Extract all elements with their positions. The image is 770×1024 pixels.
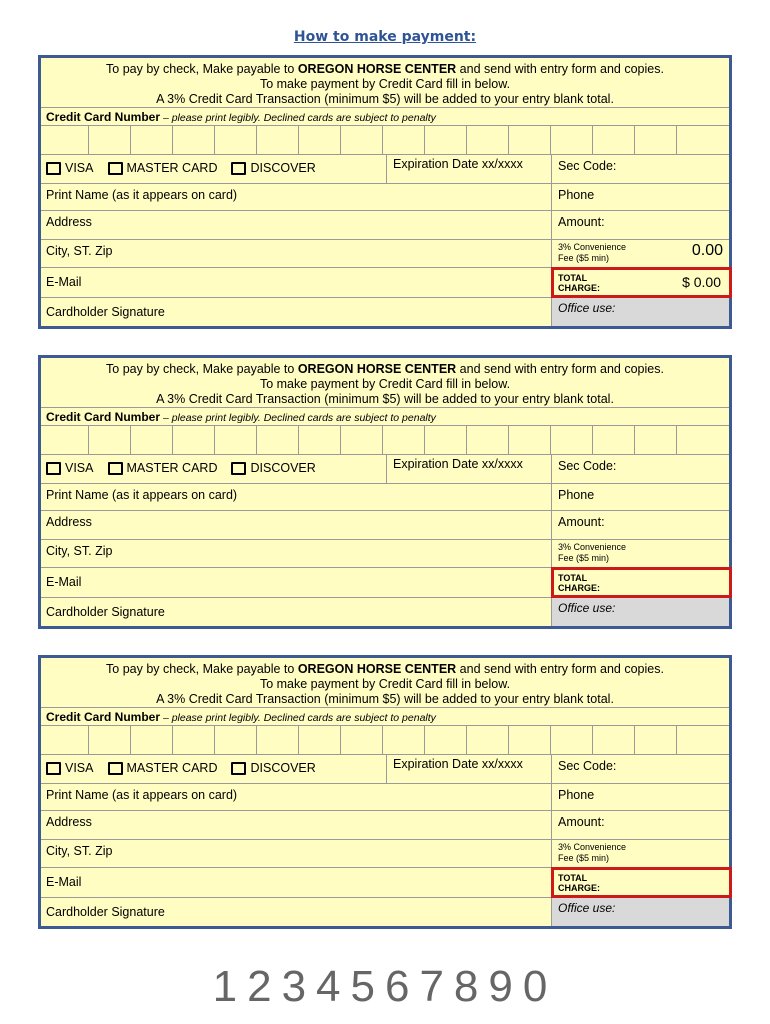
total-charge-value: $ 0.00	[682, 274, 721, 290]
convenience-fee-value: 0.00	[691, 242, 723, 259]
signature-field[interactable]: Cardholder Signature	[41, 898, 552, 926]
sec-code-field[interactable]: Sec Code:	[558, 159, 617, 173]
expiration-date-field[interactable]: Expiration Date xx/xxxx	[386, 455, 552, 483]
city-state-zip-field[interactable]: City, ST. Zip	[41, 840, 552, 867]
sec-code-field[interactable]: Sec Code:	[558, 759, 617, 773]
office-use-field: Office use:	[552, 298, 729, 326]
city-state-zip-field[interactable]: City, ST. Zip	[41, 240, 552, 267]
mastercard-checkbox[interactable]	[108, 162, 123, 175]
address-field[interactable]: Address	[41, 811, 552, 839]
payment-form-3: To pay by check, Make payable to OREGON HORSE CENTER and send with entry form and copies. To make payment by Credit Card fill in below. A 3% Credit Card Transaction (minimum $5) will be added to your entry blank total. Credit Card Number – please print legibly. Declined cards are subject to penalty VISA MASTER CARD DISCOVER Expiration Date xx/xxxx Sec Code: Print Name (as it appears on card) Phone Address Amount: City, ST. Zip 3% Convenience Fee ($5 min) E-Mail TOTAL CHARGE: Cardholder Signature Office use:	[38, 655, 732, 929]
page-title: How to make payment:	[293, 29, 477, 45]
expiration-date-field[interactable]: Expiration Date xx/xxxx	[386, 755, 552, 783]
credit-card-number-label: Credit Card Number – please print legibly. Declined cards are subject to penalty	[41, 708, 729, 726]
payment-form-1: To pay by check, Make payable to OREGON HORSE CENTER and send with entry form and copies. To make payment by Credit Card fill in below. A 3% Credit Card Transaction (minimum $5) will be added to your entry blank total. Credit Card Number – please print legibly. Declined cards are subject to penalty VISA MASTER CARD DISCOVER Expiration Date xx/xxxx Sec Code: Print Name (as it appears on card) Phone Address Amount: City, ST. Zip 3% Convenience Fee ($5 min) 0.00 E-Mail TOTAL CHARGE: $ 0.00 Cardholder Signature Office use:	[38, 55, 732, 329]
payment-form-2: To pay by check, Make payable to OREGON HORSE CENTER and send with entry form and copies. To make payment by Credit Card fill in below. A 3% Credit Card Transaction (minimum $5) will be added to your entry blank total. Credit Card Number – please print legibly. Declined cards are subject to penalty VISA MASTER CARD DISCOVER Expiration Date xx/xxxx Sec Code: Print Name (as it appears on card) Phone Address Amount: City, ST. Zip 3% Convenience Fee ($5 min) E-Mail TOTAL CHARGE: Cardholder Signature Office use:	[38, 355, 732, 629]
address-field[interactable]: Address	[41, 211, 552, 239]
print-name-field[interactable]: Print Name (as it appears on card)	[41, 784, 552, 810]
discover-checkbox[interactable]	[231, 162, 246, 175]
phone-field[interactable]: Phone	[558, 488, 595, 502]
discover-checkbox[interactable]	[231, 762, 246, 775]
address-field[interactable]: Address	[41, 511, 552, 539]
phone-field[interactable]: Phone	[558, 188, 595, 202]
total-charge-highlight	[551, 567, 732, 598]
signature-field[interactable]: Cardholder Signature	[41, 298, 552, 326]
convenience-fee-field: 3% Convenience Fee ($5 min) 0.00	[558, 242, 723, 263]
total-charge-field: TOTAL CHARGE: $ 0.00	[552, 268, 729, 297]
convenience-fee-field: 3% Convenience Fee ($5 min)	[558, 842, 627, 863]
credit-card-number-boxes[interactable]	[41, 126, 729, 155]
amount-field[interactable]: Amount:	[558, 215, 605, 229]
total-charge-highlight	[551, 867, 732, 898]
visa-checkbox[interactable]	[46, 462, 61, 475]
mastercard-checkbox[interactable]	[108, 762, 123, 775]
footer-numbers: 1234567890	[212, 962, 558, 1011]
expiration-date-field[interactable]: Expiration Date xx/xxxx	[386, 155, 552, 183]
signature-field[interactable]: Cardholder Signature	[41, 598, 552, 626]
convenience-fee-field: 3% Convenience Fee ($5 min)	[558, 542, 627, 563]
email-field[interactable]: E-Mail	[41, 868, 552, 897]
phone-field[interactable]: Phone	[558, 788, 595, 802]
amount-field[interactable]: Amount:	[558, 815, 605, 829]
sec-code-field[interactable]: Sec Code:	[558, 459, 617, 473]
email-field[interactable]: E-Mail	[41, 268, 552, 297]
credit-card-number-label: Credit Card Number – please print legibly. Declined cards are subject to penalty	[41, 408, 729, 426]
credit-card-number-boxes[interactable]	[41, 726, 729, 755]
city-state-zip-field[interactable]: City, ST. Zip	[41, 540, 552, 567]
print-name-field[interactable]: Print Name (as it appears on card)	[41, 184, 552, 210]
amount-field[interactable]: Amount:	[558, 515, 605, 529]
credit-card-number-label: Credit Card Number – please print legibly. Declined cards are subject to penalty	[41, 108, 729, 126]
office-use-field: Office use:	[552, 598, 729, 626]
visa-checkbox[interactable]	[46, 162, 61, 175]
email-field[interactable]: E-Mail	[41, 568, 552, 597]
total-charge-field: TOTAL CHARGE:	[552, 568, 729, 597]
total-charge-field: TOTAL CHARGE:	[552, 868, 729, 897]
print-name-field[interactable]: Print Name (as it appears on card)	[41, 484, 552, 510]
office-use-field: Office use:	[552, 898, 729, 926]
mastercard-checkbox[interactable]	[108, 462, 123, 475]
form-instructions: To pay by check, Make payable to OREGON HORSE CENTER and send with entry form and copies. To make payment by Credit Card fill in below. A 3% Credit Card Transaction (minimum $5) will be added to your entry blank total.	[41, 658, 729, 708]
discover-checkbox[interactable]	[231, 462, 246, 475]
form-instructions: To pay by check, Make payable to OREGON HORSE CENTER and send with entry form and copies. To make payment by Credit Card fill in below. A 3% Credit Card Transaction (minimum $5) will be added to your entry blank total.	[41, 58, 729, 108]
credit-card-number-boxes[interactable]	[41, 426, 729, 455]
form-instructions: To pay by check, Make payable to OREGON HORSE CENTER and send with entry form and copies. To make payment by Credit Card fill in below. A 3% Credit Card Transaction (minimum $5) will be added to your entry blank total.	[41, 358, 729, 408]
visa-checkbox[interactable]	[46, 762, 61, 775]
